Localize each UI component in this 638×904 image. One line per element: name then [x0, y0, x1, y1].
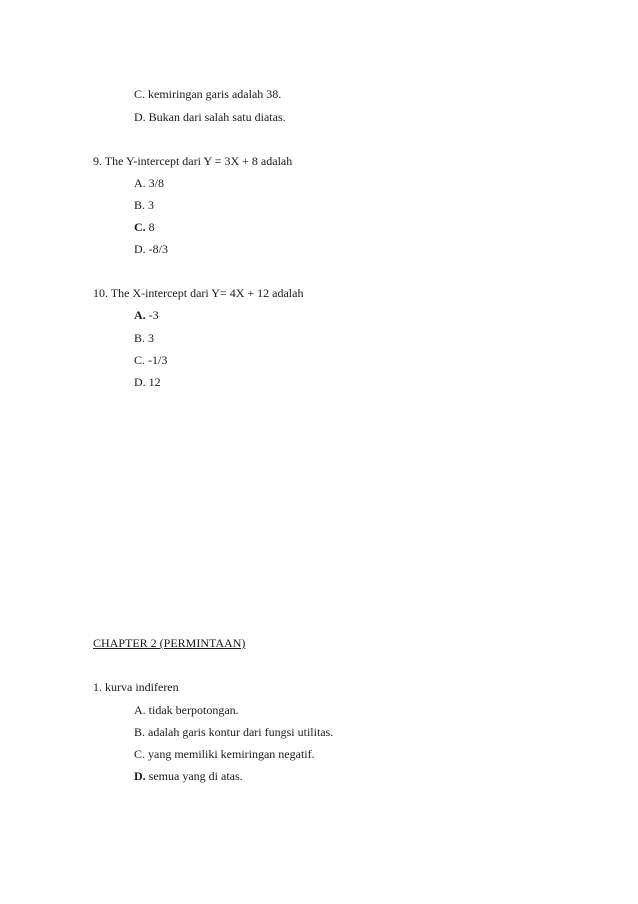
question-1-option-b: B. adalah garis kontur dari fungsi utilitas.	[134, 725, 334, 739]
option-d-prev: D. Bukan dari salah satu diatas.	[134, 110, 286, 124]
answer-letter: A.	[134, 308, 146, 322]
question-9-option-a: A. 3/8	[134, 176, 164, 190]
question-1: 1. kurva indiferen	[93, 680, 179, 694]
question-10-option-d: D. 12	[134, 375, 161, 389]
question-10: 10. The X-intercept dari Y= 4X + 12 adalah	[93, 286, 304, 300]
question-9-option-d: D. -8/3	[134, 242, 168, 256]
option-text: 8	[145, 220, 155, 234]
question-1-option-c: C. yang memiliki kemiringan negatif.	[134, 747, 315, 761]
question-10-option-c: C. -1/3	[134, 353, 168, 367]
option-c-prev: C. kemiringan garis adalah 38.	[134, 87, 282, 101]
question-1-option-a: A. tidak berpotongan.	[134, 703, 239, 717]
question-9-option-c	[134, 220, 155, 234]
answer-letter: C.	[134, 220, 146, 234]
option-text: semua yang di atas.	[145, 769, 243, 783]
question-9: 9. The Y-intercept dari Y = 3X + 8 adalah	[93, 154, 293, 168]
question-9-option-b: B. 3	[134, 198, 155, 212]
question-1-option-d	[134, 769, 243, 783]
chapter-heading: CHAPTER 2 (PERMINTAAN)	[93, 636, 246, 650]
question-10-option-a	[134, 308, 159, 322]
option-text: -3	[145, 308, 159, 322]
question-10-option-b: B. 3	[134, 331, 155, 345]
answer-letter: D.	[134, 769, 146, 783]
